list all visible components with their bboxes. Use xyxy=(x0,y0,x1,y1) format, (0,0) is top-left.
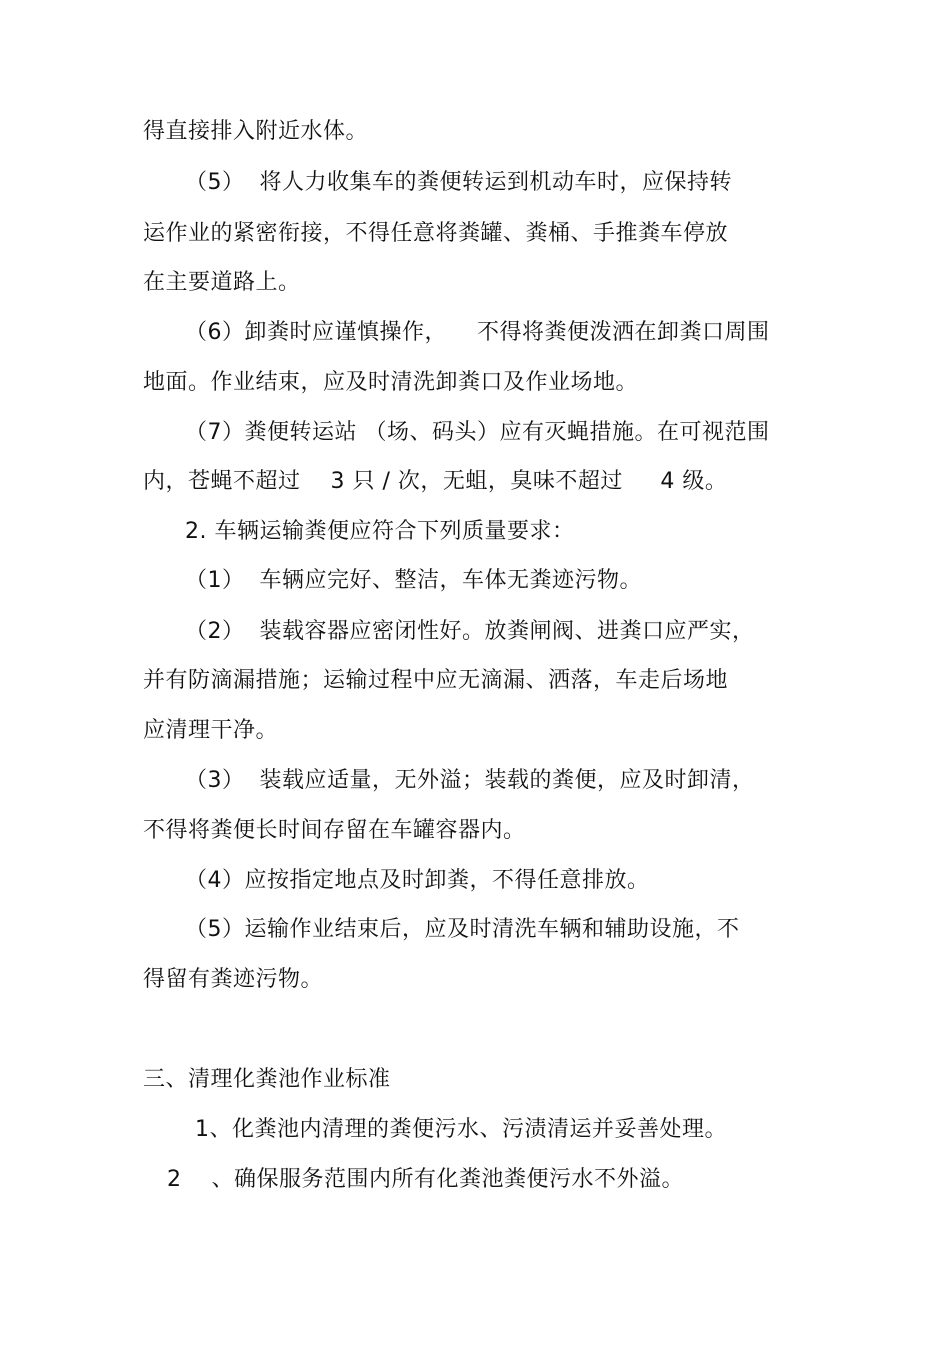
text-line: 2. 车辆运输粪便应符合下列质量要求： xyxy=(185,519,575,544)
text-line: （3） 装载应适量，无外溢；装载的粪便，应及时卸清， xyxy=(185,768,755,793)
text-line: 运作业的紧密衔接，不得任意将粪罐、粪桶、手推粪车停放 xyxy=(143,221,729,246)
text-line: 2 、确保服务范围内所有化粪池粪便污水不外溢。 xyxy=(167,1167,684,1192)
text-line: （1） 车辆应完好、整洁，车体无粪迹污物。 xyxy=(185,568,642,593)
text-line: （5）运输作业结束后，应及时清洗车辆和辅助设施，不 xyxy=(185,917,740,942)
text-line: （7）粪便转运站 （场、码头）应有灭蝇措施。在可视范围 xyxy=(185,420,770,445)
text-line: （4）应按指定地点及时卸粪，不得任意排放。 xyxy=(185,868,650,893)
text-line: 内，苍蝇不超过 3 只 / 次，无蛆，臭味不超过 4 级。 xyxy=(143,469,728,494)
text-line: 得留有粪迹污物。 xyxy=(143,967,324,992)
text-line: 并有防滴漏措施；运输过程中应无滴漏、洒落，车走后场地 xyxy=(143,668,729,693)
text-line: 1、化粪池内清理的粪便污水、污渍清运并妥善处理。 xyxy=(195,1117,727,1142)
text-line: 不得将粪便长时间存留在车罐容器内。 xyxy=(143,818,526,843)
text-line: 地面。作业结束，应及时清洗卸粪口及作业场地。 xyxy=(143,370,639,395)
text-line: （2） 装载容器应密闭性好。放粪闸阀、进粪口应严实， xyxy=(185,619,755,644)
section-heading: 三、清理化粪池作业标准 xyxy=(143,1067,391,1092)
text-line: 应清理干净。 xyxy=(143,718,279,743)
text-line: （5） 将人力收集车的粪便转运到机动车时，应保持转 xyxy=(185,170,732,195)
text-line: 得直接排入附近水体。 xyxy=(143,119,369,144)
text-line: 在主要道路上。 xyxy=(143,270,301,295)
text-line: （6）卸粪时应谨慎操作， 不得将粪便泼洒在卸粪口周围 xyxy=(185,320,770,345)
